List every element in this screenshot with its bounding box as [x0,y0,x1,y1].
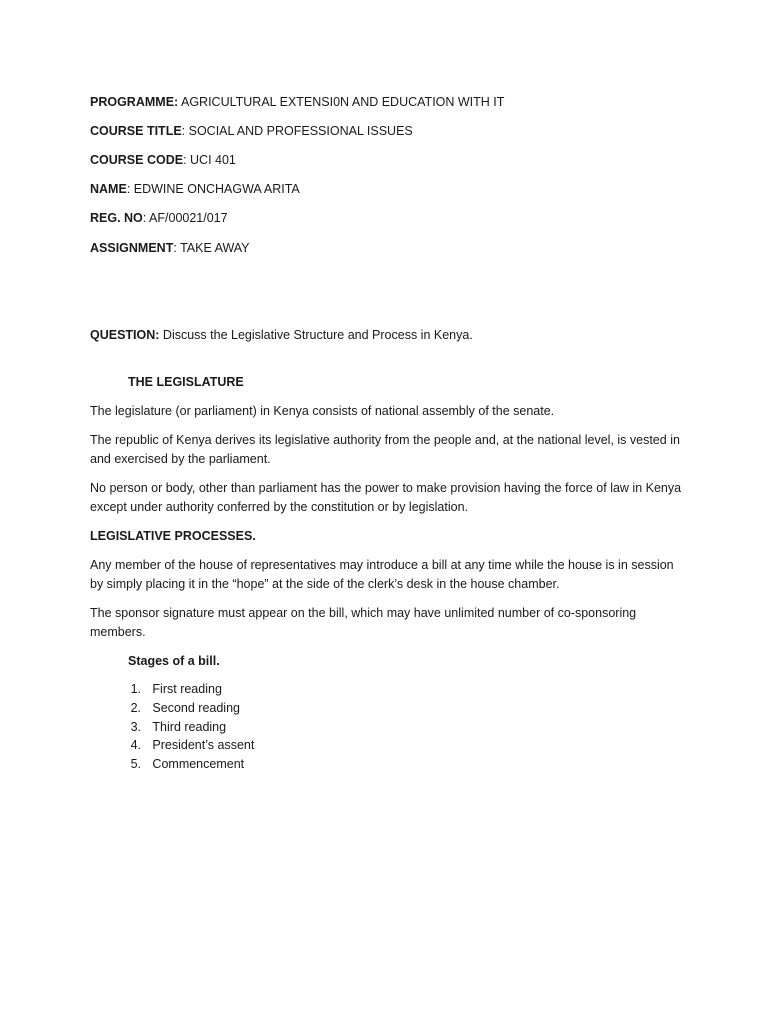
list-item-number: 4. [130,738,141,753]
reg-no-line [90,209,228,228]
list-item-text: President’s assent [152,738,255,753]
question-text: Discuss the Legislative Structure and Process in Kenya. [159,328,473,342]
programme-line [90,93,504,112]
legislature-paragraph-3: No person or body, other than parliament has the power to make provision having the force of law in Kenya except under authority conferred by the constitution or by legislation. [90,481,682,514]
processes-paragraph-1: Any member of the house of representatives may introduce a bill at any time while the house is in session by simply placing it in the “hope” at the side of the clerk’s desk in the house chamber. [90,558,674,591]
assignment-label: ASSIGNMENT [90,241,174,255]
list-item [90,718,254,737]
list-item-text: Second reading [152,700,240,715]
list-item [90,736,254,755]
legislature-paragraph-1: The legislature (or parliament) in Kenya consists of national assembly of the senate. [90,404,555,418]
question-label: QUESTION: [90,328,160,342]
course-code-value: : UCI 401 [183,153,236,167]
course-code-line [90,151,236,170]
course-code-label: COURSE CODE [90,153,184,167]
programme-label: PROGRAMME: [90,95,179,109]
name-value: : EDWINE ONCHAGWA ARITA [126,182,300,196]
legislature-heading: THE LEGISLATURE [128,375,244,389]
list-item [90,755,254,774]
course-title-value: : SOCIAL AND PROFESSIONAL ISSUES [181,124,413,138]
list-item [90,699,254,718]
processes-paragraph-2: The sponsor signature must appear on the bill, which may have unlimited number of co-sponsoring members. [90,606,637,639]
programme-value: AGRICULTURAL EXTENSI0N AND EDUCATION WITH IT [178,95,505,109]
legislature-paragraph-2: The republic of Kenya derives its legislative authority from the people and, at the national level, is vested in and exercised by the parliament. [90,433,680,466]
list-item-text: Commencement [152,757,245,772]
list-item [90,680,254,699]
assignment-line [90,239,250,258]
processes-heading: LEGISLATIVE PROCESSES. [90,529,256,543]
list-item-number: 1. [130,682,141,696]
question-line [90,326,473,345]
stages-list [90,680,254,774]
list-item-number: 5. [130,757,141,772]
list-item-number: 3. [130,719,141,734]
course-title-label: COURSE TITLE [90,124,182,138]
reg-no-label: REG. NO [90,211,143,225]
name-line [90,180,300,199]
stages-heading: Stages of a bill. [128,654,220,668]
list-item-number: 2. [130,700,141,715]
course-title-line [90,122,413,141]
name-label: NAME [90,182,127,196]
assignment-value: : TAKE AWAY [173,241,250,255]
list-item-text: Third reading [152,719,227,734]
list-item-text: First reading [152,682,222,696]
reg-no-value: : AF/00021/017 [142,211,228,225]
